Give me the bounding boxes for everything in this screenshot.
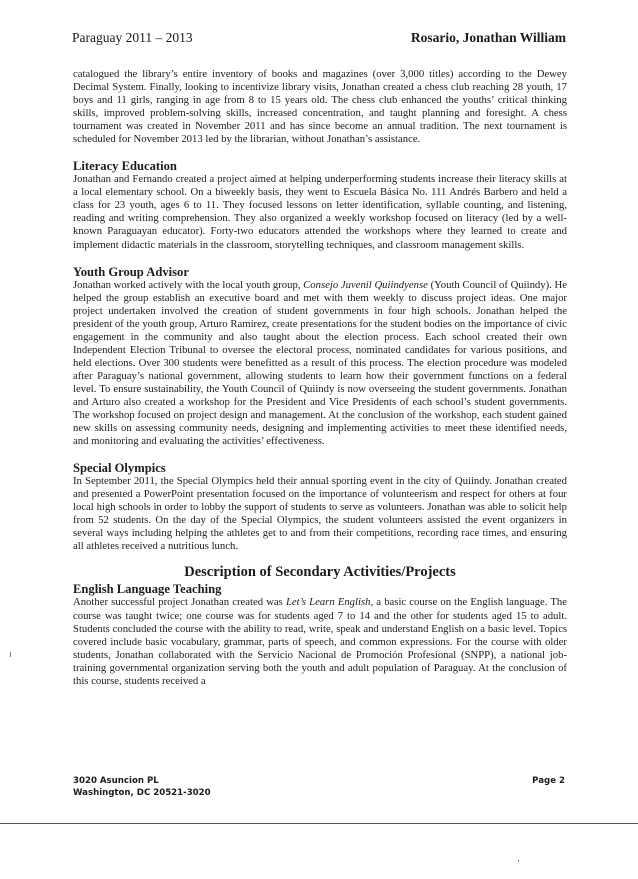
youth-text-start: Jonathan worked actively with the local youth group, (73, 278, 304, 291)
literacy-heading: Literacy Education (73, 159, 177, 174)
youth-paragraph (73, 279, 567, 449)
footer-address-line1: 3020 Asuncion PL (73, 776, 159, 786)
header-country-years: Paraguay 2011 – 2013 (72, 30, 193, 45)
english-text-start: Another successful project Jonathan created was (73, 596, 286, 609)
page-header (72, 30, 566, 46)
english-paragraph (73, 596, 567, 687)
special-heading: Special Olympics (73, 461, 166, 476)
scan-mark (10, 652, 11, 657)
intro-paragraph: catalogued the library’s entire inventory of books and magazines (over 3,000 titles) according to the Dewey Decimal System. Finally, looking to incentivize library visits, Jonathan created a chess club reaching 28 youth, 17 boys and 11 girls, ranging in age from 8 to 15 years old. The chess club enhanced the youths’ critical thinking skills, improved problem-solving skills, increased concentration, and taught planning and foresight. A chess tournament was created in November 2011 and has since become an annual tradition. The next tournament is scheduled for November 2013 led by the librarian, without Jonathan’s assistance. (73, 68, 567, 146)
scan-edge-line (0, 823, 638, 824)
scan-mark (518, 860, 519, 862)
footer-page-number: Page 2 (532, 776, 565, 786)
document-body (73, 68, 567, 688)
course-name: Let’s Learn English (285, 596, 371, 609)
english-heading: English Language Teaching (73, 582, 222, 597)
youth-text-rest: (Youth Council of Quiindy). He helped the group establish an executive board and met with them weekly to discuss project ideas. One major project undertaken involved the creation of student governments in four high schools. Jonathan helped the president of the youth group, Arturo Ramírez, create presentations for the student bodies on the importance of civic engagement in the community and also taught about the election process. Each school created their own Independent Election Tribunal to oversee the electoral process, nominated candidates for various positions, and held elections. Over 300 students were benefitted as a result of this process. The election procedure was modeled after Paraguay’s national government, allowing students to learn how their government functions on a federal level. To ensure sustainability, the Youth Council of Quiindy is now overseeing the student governments. Jonathan and Arturo also created a workshop for the President and Vice Presidents of each school’s student governments. The workshop focused on project design and management. At the conclusion of the workshop, each student gained new skills on assessing community needs, designing and implementing activities to meet these identified needs, and monitoring and evaluating the activities’ effectiveness. (73, 278, 567, 448)
secondary-title: Description of Secondary Activities/Projects (184, 564, 456, 581)
english-text-rest: , a basic course on the English language. The course was taught twice; one course was for students aged 7 to 14 and the other for students aged 15 to adult. Students concluded the course with the ability to read, write, speak and understand English on a basic level. Topics covered include basic vocabulary, grammar, parts of speech, and common expressions. For the course with older students, Jonathan collaborated with the Servicio Nacional de Promoción Profesional (SNPP), a national job-training governmental organization serving both the youth and adult population of Paraguay. At the conclusion of this course, students received a (73, 596, 568, 687)
special-paragraph: In September 2011, the Special Olympics held their annual sporting event in the city of Quiindy. Jonathan created and presented a PowerPoint presentation focused on the importance of volunteerism and respect for others at four local high schools in order to lobby the support of students to serve as volunteers. Jonathan was able to solicit help from 52 students. On the day of the Special Olympics, the student volunteers assisted the event organizers in several ways including helping the athletes get to and from their competitions, recording race times, and ensuring all athletes received a nutritious lunch. (73, 475, 567, 553)
footer-address (73, 775, 211, 799)
footer-address-line2: Washington, DC 20521-3020 (73, 788, 211, 798)
youth-heading: Youth Group Advisor (73, 264, 189, 279)
literacy-paragraph: Jonathan and Fernando created a project aimed at helping underperforming students increase their literacy skills at a local elementary school. On a biweekly basis, they went to Escuela Básica No. 111 Andrés Barbero and held a class for 23 youth, ages 6 to 11. They focused lessons on letter identification, syllable counting, and listening, reading and writing comprehension. They also organized a weekly workshop focused on literacy (led by a well-known Paraguayan educator). Forty-two educators attended the workshops where they learned to create and implement didactic materials in the classroom, storytelling techniques, and classroom management skills. (73, 173, 567, 251)
page-footer (73, 775, 565, 799)
youth-council-name: Consejo Juvenil Quiindyense (303, 278, 428, 291)
header-volunteer-name: Rosario, Jonathan William (410, 30, 566, 45)
